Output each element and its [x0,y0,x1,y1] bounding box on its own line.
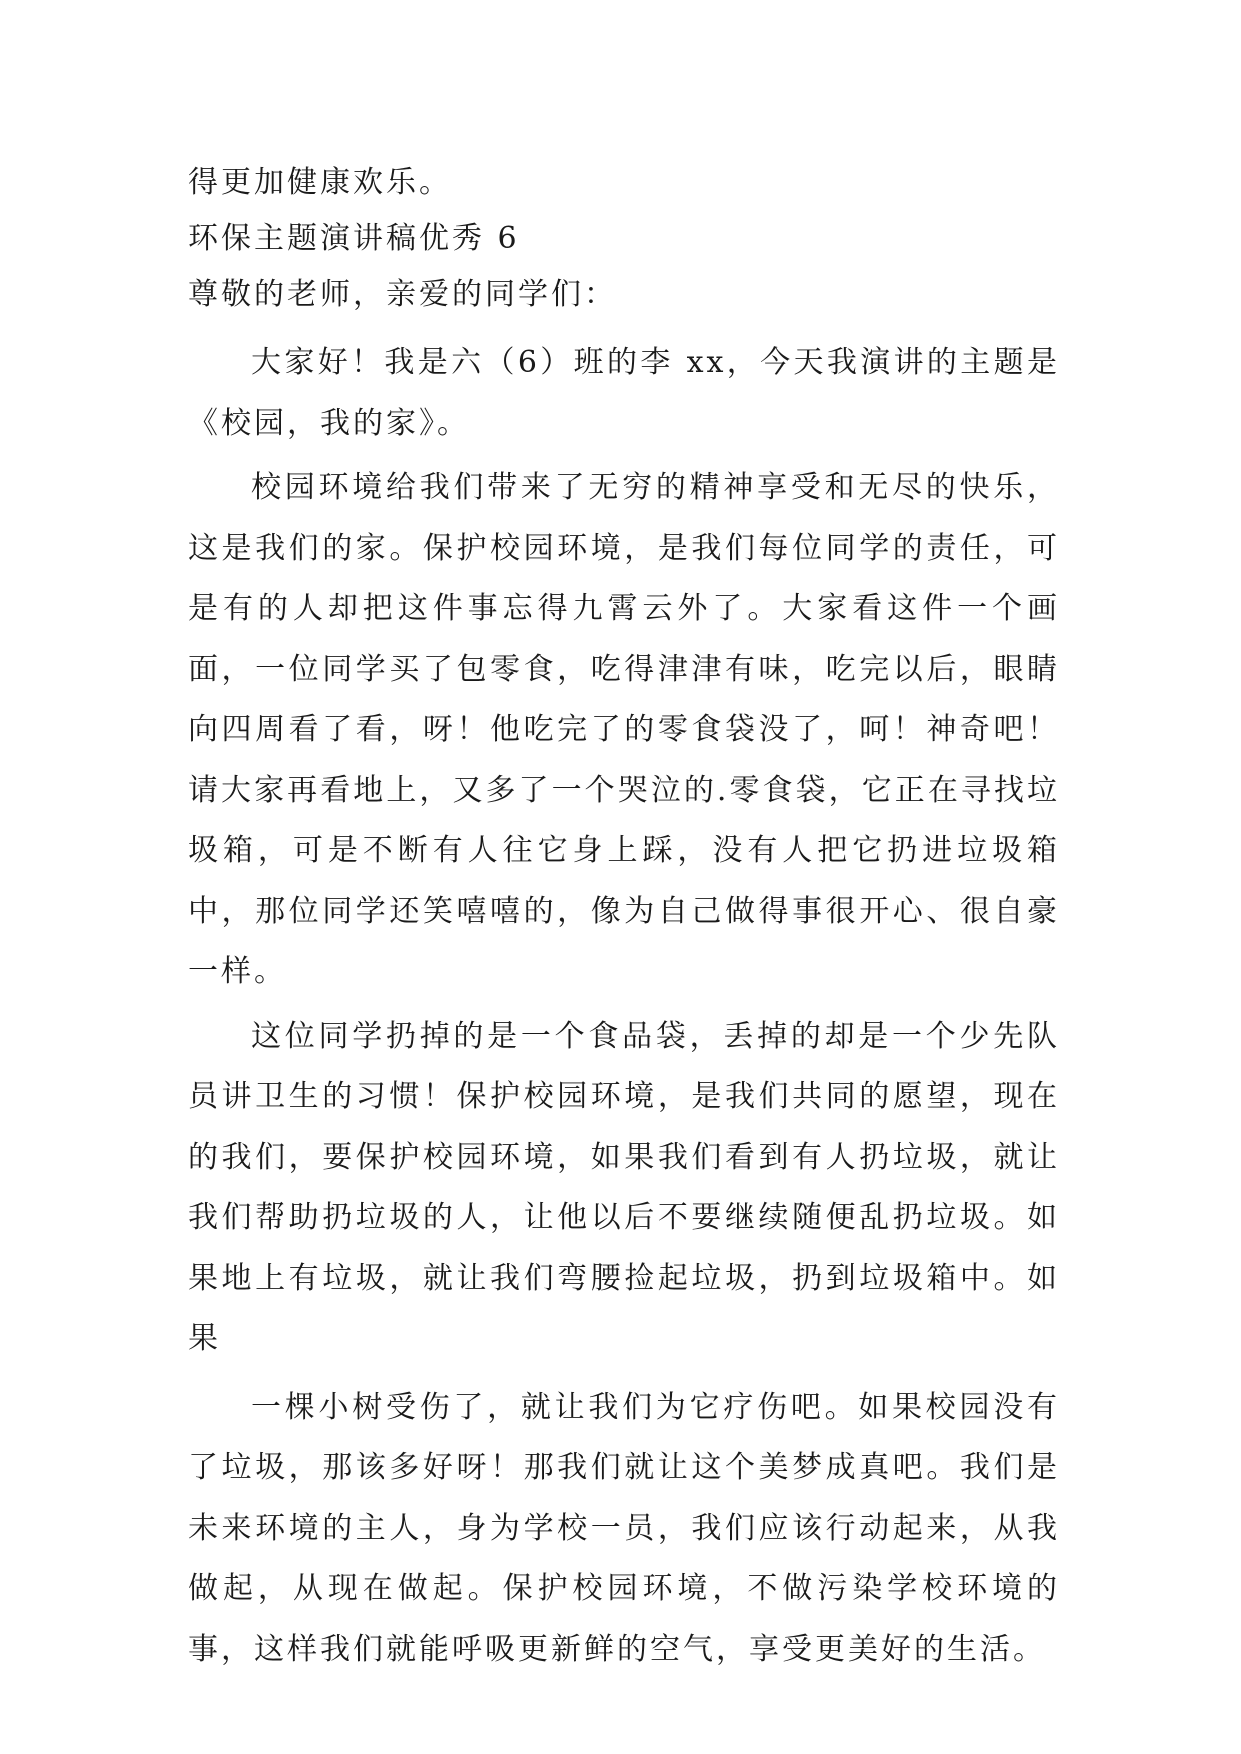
document-body [188,155,1060,1680]
continued-text-line: 得更加健康欢乐。 [188,165,452,200]
paragraph-call-to-action: 一棵小树受伤了，就让我们为它疗伤吧。如果校园没有了垃圾，那该多好呀！那我们就让这个美梦成真吧。我们是未来环境的主人，身为学校一员，我们应该行动起来，从我做起，从现在做起。保护校园环境，不做污染学校环境的事，这样我们就能呼吸更新鲜的空气，享受更美好的生活。 [188,1389,1060,1667]
speech-title: 环保主题演讲稿优秀 6 [188,221,520,256]
paragraph-intro: 大家好！我是六（6）班的李 xx，今天我演讲的主题是《校园，我的家》。 [188,345,1060,441]
paragraph-campus-environment: 校园环境给我们带来了无穷的精神享受和无尽的快乐，这是我们的家。保护校园环境，是我们每位同学的责任，可是有的人却把这件事忘得九霄云外了。大家看这件一个画面，一位同学买了包零食，吃得津津有味，吃完以后，眼睛向四周看了看，呀！他吃完了的零食袋没了，呵！神奇吧！请大家再看地上，又多了一个哭泣的.零食袋，它正在寻找垃圾箱，可是不断有人往它身上踩，没有人把它扔进垃圾箱中，那位同学还笑嘻嘻的，像为自己做得事很开心、很自豪一样。 [188,470,1060,989]
paragraph-protect-campus: 这位同学扔掉的是一个食品袋，丢掉的却是一个少先队员讲卫生的习惯！保护校园环境，是我们共同的愿望，现在的我们，要保护校园环境，如果我们看到有人扔垃圾，就让我们帮助扔垃圾的人，让他以后不要继续随便乱扔垃圾。如果地上有垃圾，就让我们弯腰捡起垃圾，扔到垃圾箱中。如果 [188,1018,1060,1356]
salutation: 尊敬的老师，亲爱的同学们： [188,277,617,312]
